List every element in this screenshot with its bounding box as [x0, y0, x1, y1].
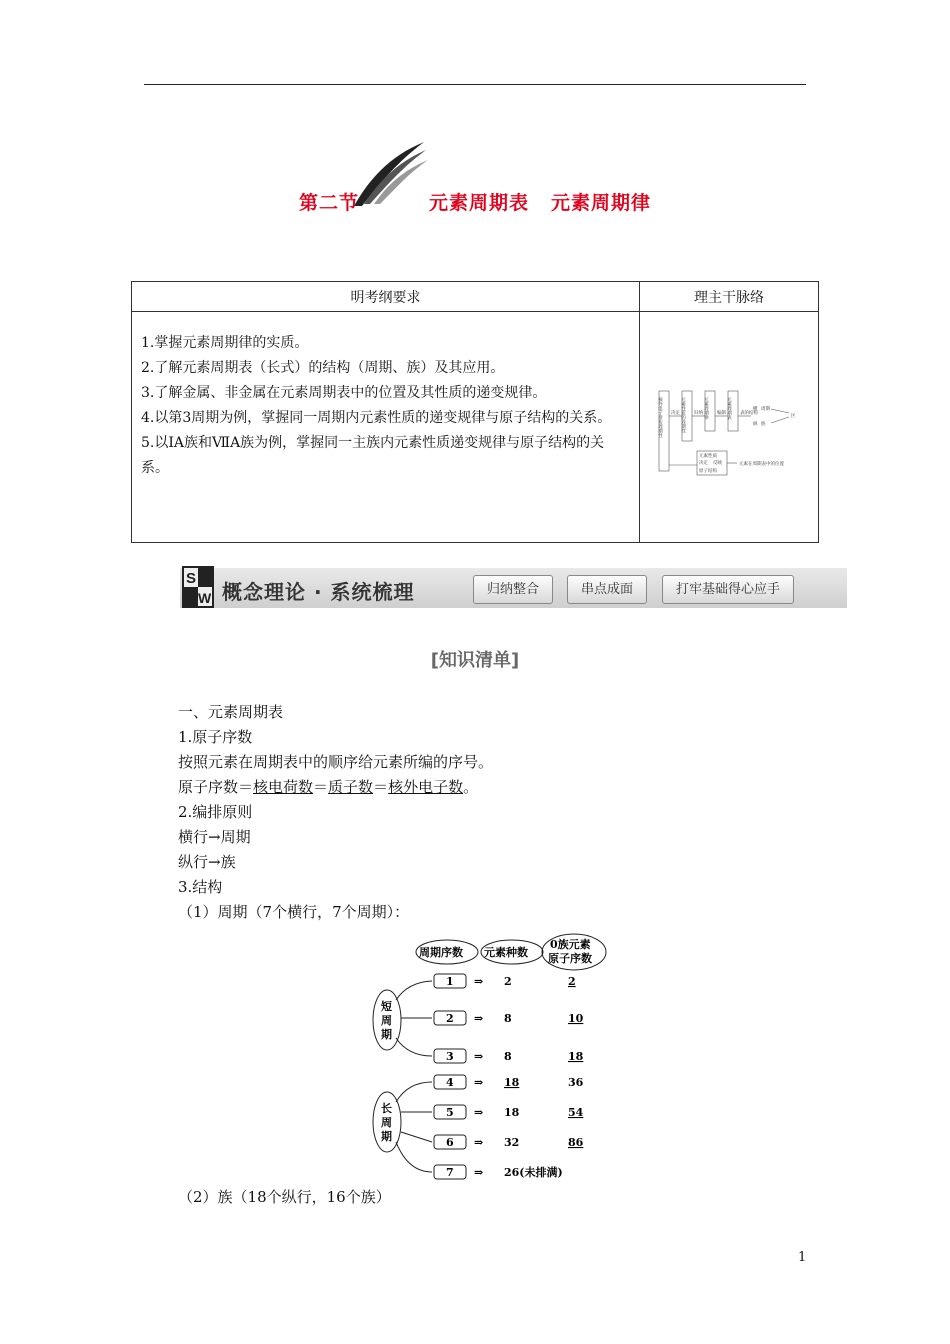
- header-element-count: 元素种数: [484, 946, 528, 959]
- paragraph: （1）周期（7个横行，7个周期）：: [178, 903, 410, 921]
- proton-number: 质子数: [328, 778, 374, 796]
- period-row-count: 8: [504, 1050, 512, 1063]
- equation-line: [178, 775, 493, 800]
- period-row-z0: 86: [568, 1136, 584, 1149]
- period-row-z0: 36: [568, 1076, 584, 1089]
- flow-row-3: 区: [791, 414, 796, 419]
- heading-periodic-table: 一、元素周期表: [178, 703, 284, 721]
- long-period-label: 周: [381, 1116, 392, 1129]
- flow-c2: 决定: [699, 461, 708, 466]
- text: 。: [463, 778, 479, 796]
- requirements-cell: [132, 312, 640, 543]
- outline-cell: [640, 312, 819, 543]
- flow-c3: 反映: [713, 461, 722, 466]
- logo-letter-s: S: [186, 570, 197, 587]
- flow-box-2: 元素性质的周期性: [680, 397, 686, 433]
- flow-box-3: 元素周期律: [703, 397, 709, 420]
- pill-connect: 串点成面: [567, 575, 647, 604]
- requirement-item: 2.了解元素周期表（长式）的结构（周期、族）及其应用。: [141, 360, 505, 376]
- subheading-structure: 3.结构: [178, 878, 223, 896]
- logo-letter-w: W: [198, 590, 212, 606]
- period-row-z0: 18: [568, 1050, 584, 1063]
- sw-logo-icon: [182, 566, 214, 608]
- header-rule: [144, 84, 806, 85]
- pill-summary: 归纳整合: [473, 575, 553, 604]
- text: ＝: [373, 778, 389, 796]
- period-row-number: 6: [446, 1136, 454, 1149]
- implies-arrow-icon: ⇒: [474, 1076, 484, 1089]
- subheading-atomic-number: 1.原子序数: [178, 728, 253, 746]
- period-row-number: 3: [446, 1050, 454, 1063]
- period-row-number: 7: [446, 1166, 454, 1179]
- period-row-number: 4: [446, 1076, 454, 1089]
- group-paragraph: （2）族（18个纵行，16个族）: [178, 1188, 391, 1206]
- content-body: [178, 700, 493, 925]
- period-row-number: 1: [446, 975, 454, 988]
- flow-row-2b: 族: [761, 422, 766, 427]
- flow-c4: 原子结构: [699, 469, 717, 474]
- short-period-label: 期: [381, 1028, 392, 1041]
- flow-row-1b: 周期: [761, 407, 770, 412]
- header-period-number: 周期序数: [419, 946, 463, 959]
- implies-arrow-icon: ⇒: [474, 1050, 484, 1063]
- flow-row-1: 横: [753, 407, 758, 412]
- concept-flow-diagram: [641, 313, 817, 541]
- long-period-label: 长: [381, 1102, 392, 1115]
- requirement-item: 4.以第3周期为例，掌握同一周期内元素性质的递变规律与原子结构的关系。: [141, 410, 612, 426]
- period-row-count: 18: [504, 1076, 520, 1089]
- requirements-table: [131, 281, 819, 543]
- flow-c5: 元素在周期表中的位置: [739, 462, 784, 467]
- implies-arrow-icon: ⇒: [474, 1166, 484, 1179]
- implies-arrow-icon: ⇒: [474, 1106, 484, 1119]
- text: 原子序数＝: [178, 778, 254, 796]
- col-header-outline: 理主干脉络: [640, 282, 819, 312]
- period-row-z0: 54: [568, 1106, 584, 1119]
- flow-label-3: 编制: [717, 411, 726, 416]
- flow-label-1: 决定: [671, 411, 680, 416]
- implies-arrow-icon: ⇒: [474, 1136, 484, 1149]
- flow-c1: 元素性质: [699, 454, 717, 459]
- knowledge-list-title: [知识清单]: [430, 650, 520, 671]
- title-part-a: 元素周期表: [428, 192, 529, 214]
- implies-arrow-icon: ⇒: [474, 975, 484, 988]
- period-diagram: [368, 932, 618, 1182]
- period-row-z0: 10: [568, 1012, 584, 1025]
- header-atomic-number: 原子序数: [548, 952, 592, 965]
- flow-box-4: 元素周期表: [726, 397, 732, 420]
- short-period-label: 短: [381, 1000, 392, 1013]
- page-number: 1: [798, 1250, 807, 1265]
- period-row-count: 8: [504, 1012, 512, 1025]
- pill-foundation: 打牢基础得心应手: [662, 575, 794, 604]
- implies-arrow-icon: ⇒: [474, 1012, 484, 1025]
- requirement-item: 1.掌握元素周期律的实质。: [141, 335, 309, 351]
- flow-label-4: 表的结构: [740, 411, 758, 416]
- period-row-number: 5: [446, 1106, 454, 1119]
- period-row-z0: 2: [568, 975, 576, 988]
- requirement-item: 3.了解金属、非金属在元素周期表中的位置及其性质的递变规律。: [141, 385, 547, 401]
- paragraph: 横行→周期: [178, 828, 251, 846]
- col-header-requirements: 明考纲要求: [132, 282, 640, 312]
- flow-row-2: 纵: [753, 422, 758, 427]
- period-row-number: 2: [446, 1012, 454, 1025]
- period-row-count: 18: [504, 1106, 520, 1119]
- subheading-arrangement: 2.编排原则: [178, 803, 253, 821]
- title-part-b: 元素周期律: [551, 192, 652, 214]
- period-row-count: 2: [504, 975, 512, 988]
- flow-label-2: 归纳: [694, 411, 703, 416]
- page-title: [0, 188, 950, 215]
- nuclear-charge: 核电荷数: [253, 778, 314, 796]
- header-group0: 0族元素: [550, 938, 591, 951]
- paragraph: 按照元素在周期表中的顺序给元素所编的序号。: [178, 753, 494, 771]
- period-row-count: 26(未排满): [504, 1166, 563, 1179]
- paragraph: 纵行→族: [178, 853, 236, 871]
- text: ＝: [313, 778, 329, 796]
- long-period-label: 期: [381, 1130, 392, 1143]
- requirement-item: 5.以ⅠA族和ⅦA族为例，掌握同一主族内元素性质递变规律与原子结构的关系。: [141, 435, 605, 476]
- electron-number: 核外电子数: [388, 778, 464, 796]
- flow-box-1: 核外电子排布周期性: [657, 397, 663, 438]
- section-number: 第二节: [298, 192, 359, 214]
- short-period-label: 周: [381, 1014, 392, 1027]
- period-row-count: 32: [504, 1136, 520, 1149]
- banner-title: 概念理论 · 系统梳理: [222, 580, 415, 604]
